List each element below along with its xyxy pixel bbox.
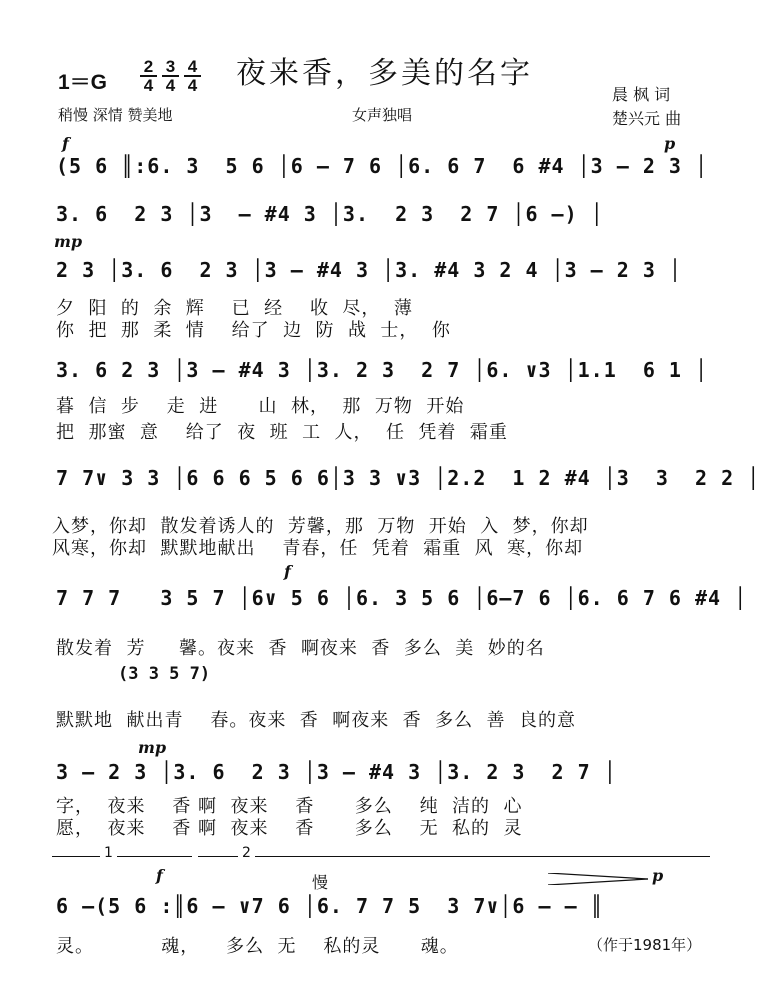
notation-line: 3 — 2 3 │3. 6 2 3 │3 — #4 3 │3. 2 3 2 7 │ bbox=[56, 760, 617, 784]
lyric-line-verse1: 灵。 魂， 多么 无 私的灵 魂。 bbox=[56, 936, 459, 957]
alternate-notes: (3 3 5 7) bbox=[118, 664, 211, 684]
notation-system bbox=[46, 352, 710, 396]
tempo-slow-mark: 慢 bbox=[312, 873, 329, 892]
notation-line: 7 7∨ 3 3 │6 6 6 5 6 6│3 3 ∨3 │2.2 1 2 #4 │3 3 2 2 │ bbox=[56, 466, 761, 490]
time-signature: 2 4 bbox=[140, 58, 157, 94]
lyric-line-alternate: 默默地 献出青 春。夜来 香 啊夜来 香 多么 善 良的意 bbox=[56, 710, 576, 731]
notation-line: 6 —(5 6 :║6 — ∨7 6 │6. 7 7 5 3 7∨│6 — — ║ bbox=[56, 894, 604, 918]
lyric-line-verse2: 你 把 那 柔 情 给了 边 防 战 士， 你 bbox=[56, 320, 451, 341]
performance-note: 女声独唱 bbox=[352, 106, 413, 124]
lyric-line-verse2: 把 那蜜 意 给了 夜 班 工 人， 任 凭着 霜重 bbox=[56, 422, 508, 443]
notation-system bbox=[46, 252, 710, 296]
diminuendo-hairpin bbox=[548, 870, 648, 880]
composition-date-note: （作于1981年） bbox=[588, 936, 702, 954]
lyric-line-verse2: 风寒，你却 默默地献出 青春，任 凭着 霜重 风 寒，你却 bbox=[52, 538, 584, 559]
song-title: 夜来香，多美的名字 bbox=[236, 56, 533, 91]
notation-line: 2 3 │3. 6 2 3 │3 — #4 3 │3. #4 3 2 4 │3 — 2 3 │ bbox=[56, 258, 682, 282]
lyric-line-verse1: 入梦，你却 散发着诱人的 芳馨，那 万物 开始 入 梦，你却 bbox=[52, 516, 589, 537]
lyric-line-verse1: 散发着 芳 馨。夜来 香 啊夜来 香 多么 美 妙的名 bbox=[56, 638, 545, 659]
notation-system bbox=[46, 196, 710, 240]
time-signature: 3 4 bbox=[162, 58, 179, 94]
volta-first-ending: 1 bbox=[52, 856, 192, 867]
notation-system bbox=[46, 580, 748, 624]
notation-line: 3. 6 2 3 │3 — #4 3 │3. 2 3 2 7 │6. ∨3 │1.1 6 1 │ bbox=[56, 358, 709, 382]
lyric-line-verse1: 暮 信 步 走 进 山 林， 那 万物 开始 bbox=[56, 396, 465, 417]
notation-system bbox=[46, 888, 710, 932]
notation-system bbox=[46, 148, 710, 192]
volta-second-ending: 2 bbox=[198, 856, 710, 867]
dynamic-mark: f bbox=[62, 134, 69, 153]
dynamic-mark: p bbox=[664, 134, 676, 153]
lyricist-credit: 晨 枫 词 bbox=[612, 85, 671, 104]
dynamic-mark: p bbox=[652, 866, 664, 885]
time-signature: 4 4 bbox=[184, 58, 201, 94]
notation-system bbox=[46, 460, 761, 504]
lyric-line-verse1: 字， 夜来 香 啊 夜来 香 多么 纯 洁的 心 bbox=[56, 796, 523, 817]
dynamic-mark: mp bbox=[54, 232, 83, 251]
notation-line: (5 6 ║:6. 3 5 6 │6 — 7 6 │6. 6 7 6 #4 │3 — 2 3 │ bbox=[56, 154, 709, 178]
key-signature: 1＝G bbox=[58, 71, 108, 94]
notation-line: 7 7 7 3 5 7 │6∨ 5 6 │6. 3 5 6 │6—7 6 │6. 6 7 6 #4 │ bbox=[56, 586, 748, 610]
diminuendo-icon bbox=[548, 873, 648, 885]
lyric-line-verse1: 夕 阳 的 余 辉 已 经 收 尽， 薄 bbox=[56, 298, 413, 319]
lyric-line-verse2: 愿， 夜来 香 啊 夜来 香 多么 无 私的 灵 bbox=[56, 818, 523, 839]
dynamic-mark: f bbox=[284, 562, 291, 581]
dynamic-mark: mp bbox=[138, 738, 167, 757]
tempo-expression: 稍慢 深情 赞美地 bbox=[58, 106, 173, 124]
dynamic-mark: f bbox=[156, 866, 163, 885]
composer-credit: 楚兴元 曲 bbox=[612, 109, 682, 128]
notation-line: 3. 6 2 3 │3 — #4 3 │3. 2 3 2 7 │6 —) │ bbox=[56, 202, 604, 226]
